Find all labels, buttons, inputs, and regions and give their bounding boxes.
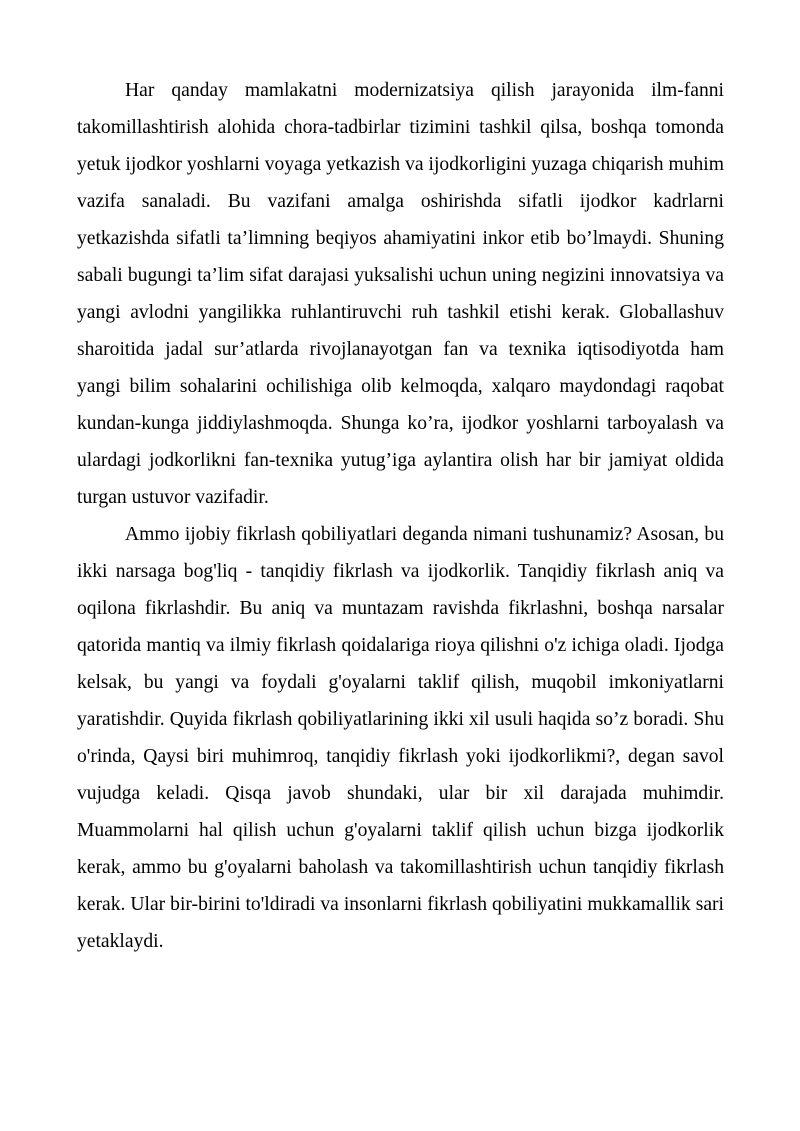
- body-text: [77, 72, 724, 960]
- paragraph-1: Har qanday mamlakatni modernizatsiya qilish jarayonida ilm-fanni takomillashtirish alohida chora-tadbirlar tizimini tashkil qilsa, boshqa tomonda yetuk ijodkor yoshlarni voyaga yetkazish va ijodkorligini yuzaga chiqarish muhim vazifa sanaladi. Bu vazifani amalga oshirishda sifatli ijodkor kadrlarni yetkazishda sifatli ta’limning beqiyos ahamiyatini inkor etib bo’lmaydi. Shuning sabali bugungi ta’lim sifat darajasi yuksalishi uchun uning negizini innovatsiya va yangi avlodni yangilikka ruhlantiruvchi ruh tashkil etishi kerak. Globallashuv sharoitida jadal sur’atlarda rivojlanayotgan fan va texnika iqtisodiyotda ham yangi bilim sohalarini ochilishiga olib kelmoqda, xalqaro maydondagi raqobat kundan-kunga jiddiylashmoqda. Shunga ko’ra, ijodkor yoshlarni tarboyalash va ulardagi jodkorlikni fan-texnika yutug’iga aylantira olish har bir jamiyat oldida turgan ustuvor vazifadir.: [77, 80, 724, 508]
- paragraph-2: Ammo ijobiy fikrlash qobiliyatlari deganda nimani tushunamiz? Asosan, bu ikki narsaga bog'liq - tanqidiy fikrlash va ijodkorlik. Tanqidiy fikrlash aniq va oqilona fikrlashdir. Bu aniq va muntazam ravishda fikrlashni, boshqa narsalar qatorida mantiq va ilmiy fikrlash qoidalariga rioya qilishni o'z ichiga oladi. Ijodga kelsak, bu yangi va foydali g'oyalarni taklif qilish, muqobil imkoniyatlarni yaratishdir. Quyida fikrlash qobiliyatlarining ikki xil usuli haqida so’z boradi. Shu o'rinda, Qaysi biri muhimroq, tanqidiy fikrlash yoki ijodkorlikmi?, degan savol vujudga keladi. Qisqa javob shundaki, ular bir xil darajada muhimdir. Muammolarni hal qilish uchun g'oyalarni taklif qilish uchun bizga ijodkorlik kerak, ammo bu g'oyalarni baholash va takomillashtirish uchun tanqidiy fikrlash kerak. Ular bir-birini to'ldiradi va insonlarni fikrlash qobiliyatini mukkamallik sari yetaklaydi.: [77, 524, 724, 952]
